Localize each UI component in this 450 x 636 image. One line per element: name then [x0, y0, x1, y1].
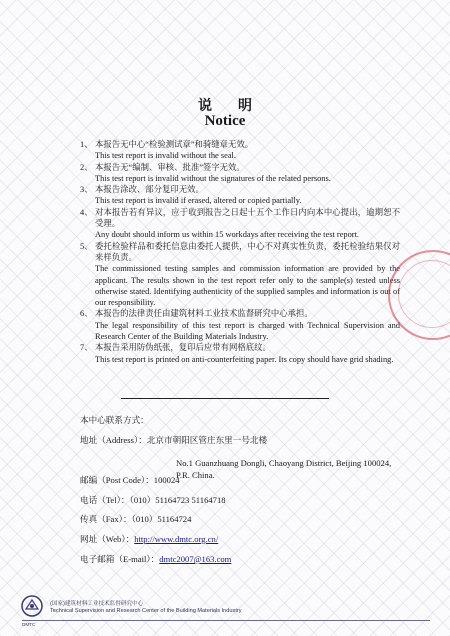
notice-title-en: Notice — [204, 113, 246, 129]
address-cn: 地址（Address）：北京市朝阳区管庄东里一号北楼 — [80, 435, 268, 445]
contact-title: 本中心联系方式： — [80, 415, 149, 425]
item-text-en: The legal responsibility of this test report is charged with Technical Supervision and Research Center of the Building Materials Industry. — [95, 320, 400, 342]
seal-stamp-inner — [398, 260, 450, 328]
item-number: 7、 — [80, 343, 93, 353]
footer-org-cn: (国家)建筑材料工业技术监督研究中心 — [50, 601, 144, 607]
item-text-en: This test report is invalid without the seal. — [95, 151, 236, 161]
item-text-cn: 本报告的法律责任由建筑材料工业技术监督研究中心承担。 — [95, 309, 313, 319]
item-text-cn: 委托检验样品和委托信息由委托人提供，中心不对真实性负责，委托检验结果仅对来样负责。 — [95, 241, 400, 262]
item-text-en: Any doubt should inform us within 15 workdays after receiving the test report. — [95, 230, 359, 240]
notice-item — [80, 162, 400, 185]
item-number: 2、 — [80, 162, 93, 172]
footer-org-en: Technical Supervision and Research Center of the Building Materials Industry — [50, 608, 242, 614]
notice-item — [80, 184, 400, 207]
item-text-cn: 本报告涂改、部分复印无效。 — [95, 185, 204, 195]
item-text-en: The commissioned testing samples and commission information are provided by the applicant. The results shown in the test report refer only to the sample(s) tested unless otherwise stated. Identifying authenticity of the supplied samples and information is out of our responsibility. — [95, 264, 400, 308]
fax: 传真（Fax）：（010）51164724 — [80, 514, 192, 524]
item-text-cn: 本报告无“编制、审核、批准”签字无效。 — [95, 162, 245, 172]
notice-item — [80, 139, 400, 162]
notice-item — [80, 207, 400, 241]
item-number: 5、 — [80, 241, 93, 251]
item-text-cn: 本报告采用防伪纸张，复印后应带有网格底纹。 — [95, 343, 271, 353]
notice-item — [80, 308, 400, 342]
footer-org — [50, 601, 242, 615]
item-text-cn: 对本报告若有异议，应于收到报告之日起十五个工作日内向本中心提出，逾期恕不受理。 — [95, 207, 400, 229]
website-label: 网址（Web）： — [80, 534, 135, 544]
website-link[interactable]: http://www.dmtc.org.cn/ — [134, 534, 219, 544]
item-number: 3、 — [80, 185, 93, 195]
item-text-en: This test report is printed on anti-counterfeiting paper. Its copy should have grid shading. — [95, 354, 394, 364]
item-text-en: This test report is invalid if erased, altered or copied partially. — [95, 196, 302, 206]
footer-divider — [22, 620, 430, 621]
website-row — [80, 533, 400, 545]
item-number: 4、 — [80, 207, 93, 217]
org-logo-icon — [20, 594, 44, 618]
item-number: 1、 — [80, 140, 93, 149]
notice-item — [80, 241, 400, 309]
item-number: 6、 — [80, 309, 93, 319]
notice-title-cn: 说明 — [198, 99, 278, 114]
email-label: 电子邮箱（E-mail）： — [80, 554, 160, 564]
email-row — [80, 553, 400, 565]
footer-code: DMTC — [22, 622, 36, 627]
notice-item — [80, 342, 400, 365]
telephone: 电话（Tel）：（010）51164723 51164718 — [80, 495, 226, 505]
item-text-en: This test report is invalid without the signatures of the related persons. — [95, 173, 331, 183]
section-divider — [121, 398, 329, 399]
post-code: 邮编（Post Code）：100024 — [80, 475, 180, 485]
email-link[interactable]: dmtc2007@163.com — [159, 554, 232, 564]
notice-list — [80, 139, 400, 365]
item-text-cn: 本报告无中心“检验测试章”和骑缝章无效。 — [95, 140, 254, 149]
address-en: No.1 Guanzhuang Dongli, Chaoyang District, Beijing 100024, P.R. China. — [176, 458, 392, 480]
